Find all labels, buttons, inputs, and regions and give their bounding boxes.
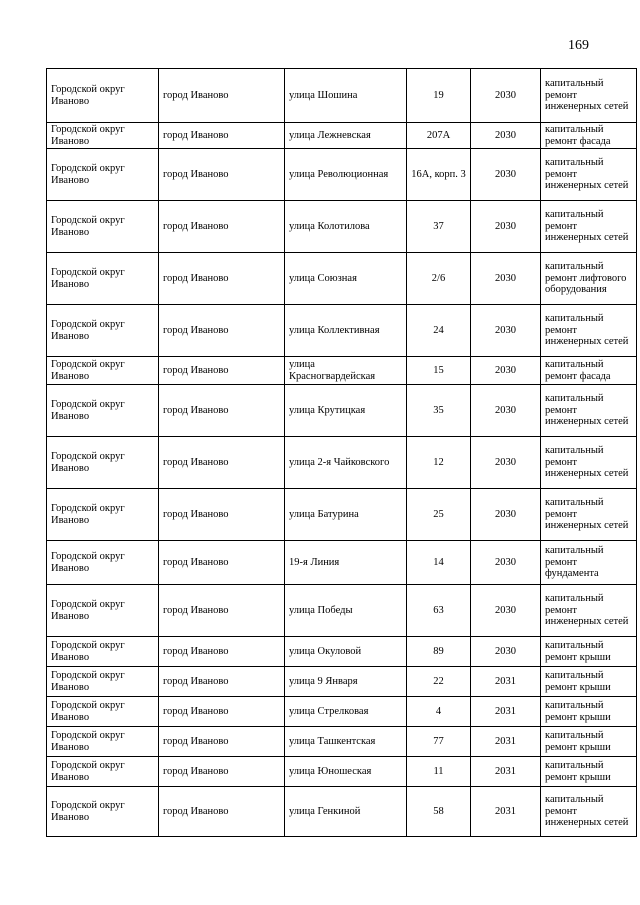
municipal-district-cell: Городской округ Иваново (47, 489, 159, 541)
street-cell: 19-я Линия (285, 541, 407, 585)
street-cell: улица Красногвардейская (285, 357, 407, 385)
work-type-cell: капитальный ремонт инженерных сетей (541, 385, 637, 437)
table-row (47, 667, 637, 697)
city-cell: город Иваново (159, 437, 285, 489)
street-cell: улица Коллективная (285, 305, 407, 357)
municipal-district-cell: Городской округ Иваново (47, 697, 159, 727)
municipal-district-cell: Городской округ Иваново (47, 357, 159, 385)
house-number-cell: 25 (407, 489, 471, 541)
table-row (47, 697, 637, 727)
work-type-cell: капитальный ремонт инженерных сетей (541, 787, 637, 837)
street-cell: улица 9 Января (285, 667, 407, 697)
house-number-cell: 14 (407, 541, 471, 585)
street-cell: улица 2-я Чайковского (285, 437, 407, 489)
street-cell: улица Лежневская (285, 123, 407, 149)
page-number: 169 (568, 38, 589, 53)
year-cell: 2030 (471, 437, 541, 489)
work-type-cell: капитальный ремонт инженерных сетей (541, 585, 637, 637)
house-number-cell: 4 (407, 697, 471, 727)
table-row (47, 787, 637, 837)
work-type-cell: капитальный ремонт лифтового оборудования (541, 253, 637, 305)
year-cell: 2031 (471, 667, 541, 697)
table-row (47, 69, 637, 123)
municipal-district-cell: Городской округ Иваново (47, 727, 159, 757)
city-cell: город Иваново (159, 305, 285, 357)
street-cell: улица Союзная (285, 253, 407, 305)
city-cell: город Иваново (159, 149, 285, 201)
municipal-district-cell: Городской округ Иваново (47, 437, 159, 489)
house-number-cell: 19 (407, 69, 471, 123)
house-number-cell: 22 (407, 667, 471, 697)
table-row (47, 357, 637, 385)
year-cell: 2030 (471, 201, 541, 253)
municipal-district-cell: Городской округ Иваново (47, 585, 159, 637)
year-cell: 2030 (471, 123, 541, 149)
house-number-cell: 37 (407, 201, 471, 253)
table-row (47, 541, 637, 585)
municipal-district-cell: Городской округ Иваново (47, 123, 159, 149)
street-cell: улица Шошина (285, 69, 407, 123)
table-row (47, 253, 637, 305)
year-cell: 2030 (471, 541, 541, 585)
work-type-cell: капитальный ремонт инженерных сетей (541, 149, 637, 201)
street-cell: улица Колотилова (285, 201, 407, 253)
municipal-district-cell: Городской округ Иваново (47, 637, 159, 667)
table-row (47, 757, 637, 787)
house-number-cell: 207А (407, 123, 471, 149)
year-cell: 2030 (471, 357, 541, 385)
municipal-district-cell: Городской округ Иваново (47, 667, 159, 697)
municipal-district-cell: Городской округ Иваново (47, 201, 159, 253)
year-cell: 2030 (471, 149, 541, 201)
street-cell: улица Революционная (285, 149, 407, 201)
street-cell: улица Ташкентская (285, 727, 407, 757)
city-cell: город Иваново (159, 757, 285, 787)
table-row (47, 437, 637, 489)
municipal-district-cell: Городской округ Иваново (47, 69, 159, 123)
work-type-cell: капитальный ремонт фундамента (541, 541, 637, 585)
year-cell: 2030 (471, 385, 541, 437)
city-cell: город Иваново (159, 541, 285, 585)
work-type-cell: капитальный ремонт крыши (541, 667, 637, 697)
city-cell: город Иваново (159, 201, 285, 253)
municipal-district-cell: Городской округ Иваново (47, 787, 159, 837)
street-cell: улица Окуловой (285, 637, 407, 667)
street-cell: улица Юношеская (285, 757, 407, 787)
table-row (47, 201, 637, 253)
house-number-cell: 89 (407, 637, 471, 667)
house-number-cell: 24 (407, 305, 471, 357)
table-row (47, 489, 637, 541)
city-cell: город Иваново (159, 253, 285, 305)
year-cell: 2031 (471, 787, 541, 837)
municipal-district-cell: Городской округ Иваново (47, 757, 159, 787)
city-cell: город Иваново (159, 123, 285, 149)
table-row (47, 385, 637, 437)
work-type-cell: капитальный ремонт крыши (541, 637, 637, 667)
city-cell: город Иваново (159, 489, 285, 541)
year-cell: 2031 (471, 727, 541, 757)
year-cell: 2031 (471, 697, 541, 727)
work-type-cell: капитальный ремонт инженерных сетей (541, 201, 637, 253)
municipal-district-cell: Городской округ Иваново (47, 305, 159, 357)
work-type-cell: капитальный ремонт крыши (541, 727, 637, 757)
house-number-cell: 16А, корп. 3 (407, 149, 471, 201)
work-type-cell: капитальный ремонт инженерных сетей (541, 489, 637, 541)
municipal-district-cell: Городской округ Иваново (47, 541, 159, 585)
city-cell: город Иваново (159, 585, 285, 637)
house-number-cell: 58 (407, 787, 471, 837)
city-cell: город Иваново (159, 69, 285, 123)
city-cell: город Иваново (159, 667, 285, 697)
year-cell: 2030 (471, 305, 541, 357)
work-type-cell: капитальный ремонт крыши (541, 697, 637, 727)
table-row (47, 123, 637, 149)
house-number-cell: 63 (407, 585, 471, 637)
municipal-district-cell: Городской округ Иваново (47, 385, 159, 437)
house-number-cell: 15 (407, 357, 471, 385)
house-number-cell: 12 (407, 437, 471, 489)
street-cell: улица Батурина (285, 489, 407, 541)
table-row (47, 149, 637, 201)
house-number-cell: 11 (407, 757, 471, 787)
city-cell: город Иваново (159, 357, 285, 385)
work-type-cell: капитальный ремонт инженерных сетей (541, 305, 637, 357)
house-number-cell: 77 (407, 727, 471, 757)
work-type-cell: капитальный ремонт инженерных сетей (541, 437, 637, 489)
city-cell: город Иваново (159, 385, 285, 437)
table-row (47, 727, 637, 757)
city-cell: город Иваново (159, 697, 285, 727)
year-cell: 2030 (471, 69, 541, 123)
street-cell: улица Крутицкая (285, 385, 407, 437)
table-row (47, 305, 637, 357)
work-type-cell: капитальный ремонт инженерных сетей (541, 69, 637, 123)
table-row (47, 585, 637, 637)
street-cell: улица Генкиной (285, 787, 407, 837)
year-cell: 2030 (471, 489, 541, 541)
year-cell: 2031 (471, 757, 541, 787)
municipal-district-cell: Городской округ Иваново (47, 149, 159, 201)
street-cell: улица Победы (285, 585, 407, 637)
repair-schedule-table (46, 68, 637, 837)
table-row (47, 637, 637, 667)
house-number-cell: 2/6 (407, 253, 471, 305)
work-type-cell: капитальный ремонт фасада (541, 357, 637, 385)
street-cell: улица Стрелковая (285, 697, 407, 727)
city-cell: город Иваново (159, 727, 285, 757)
work-type-cell: капитальный ремонт крыши (541, 757, 637, 787)
year-cell: 2030 (471, 585, 541, 637)
house-number-cell: 35 (407, 385, 471, 437)
city-cell: город Иваново (159, 637, 285, 667)
work-type-cell: капитальный ремонт фасада (541, 123, 637, 149)
year-cell: 2030 (471, 637, 541, 667)
year-cell: 2030 (471, 253, 541, 305)
municipal-district-cell: Городской округ Иваново (47, 253, 159, 305)
city-cell: город Иваново (159, 787, 285, 837)
